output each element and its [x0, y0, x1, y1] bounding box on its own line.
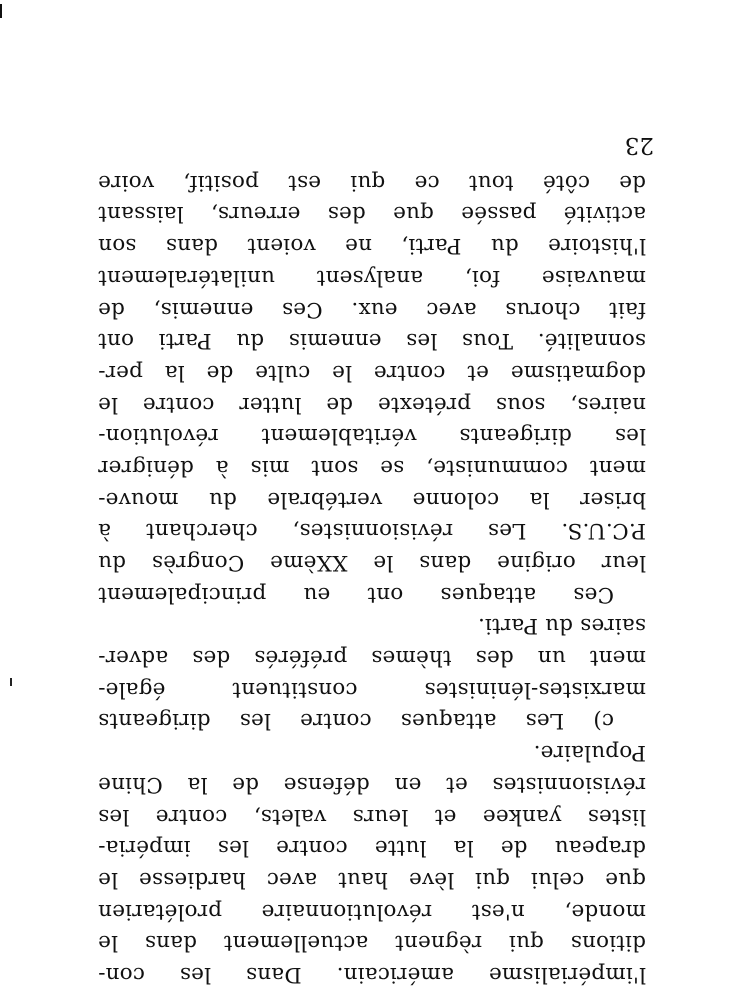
text-line: listes yankee et leurs valets, contre les — [98, 803, 646, 829]
text-line: les dirigeants véritablement révolution- — [98, 423, 646, 449]
text-line: que celui qui lève haut avec hardiesse le — [98, 866, 646, 892]
text-line: saires du Parti. — [477, 613, 646, 639]
text-line: ditions qui règnent actuellement dans le — [98, 930, 646, 956]
text-line: drapeau de la lutte contre les impéria- — [98, 835, 646, 861]
text-line: Ces attaques ont eu principalement — [98, 581, 614, 607]
text-line: mauvaise foi, analysent unilatéralement — [98, 264, 646, 290]
text-line: monde, n'est révolutionnaire prolétarien — [98, 898, 646, 924]
text-line: ment communiste, se sont mis à dénigrer — [98, 455, 646, 480]
scan-speck — [10, 678, 12, 686]
text-line: sonnalité. Tous les ennemis du Parti ont — [98, 328, 646, 354]
text-line: ment un des thèmes préférés des adver- — [98, 645, 646, 671]
text-line: activité passée que des erreurs, laissant — [98, 201, 646, 227]
text-line: leur origine dans le XXème Congrès du — [98, 550, 646, 576]
page-number: 23 — [624, 132, 654, 158]
text-line: naires, sous prétexte de lutter contre le — [98, 391, 646, 417]
text-line: Populaire. — [533, 740, 646, 766]
text-line: fait chorus avec eux. Ces ennemis, de — [98, 296, 646, 322]
text-line: révisionnistes et en défense de la Chine — [98, 771, 646, 797]
text-line: P.C.U.S. Les révisionnistes, cherchant à — [98, 518, 646, 544]
text-line: l'histoire du Parti, ne voient dans son — [98, 233, 646, 259]
text-line: de côté tout ce qui est positif, voire — [98, 169, 646, 195]
text-line: marxistes-léninistes constituent égale- — [98, 676, 646, 702]
text-line: l'impérialisme américain. Dans les con- — [98, 962, 646, 987]
text-line: c) Les attaques contre les dirigeants — [98, 708, 614, 734]
text-line: briser la colonne vertébrale du mouve- — [98, 486, 646, 512]
scan-edge-mark — [0, 4, 2, 18]
body-text — [98, 166, 646, 990]
text-line: dogmatisme et contre le culte de la per- — [98, 359, 646, 385]
